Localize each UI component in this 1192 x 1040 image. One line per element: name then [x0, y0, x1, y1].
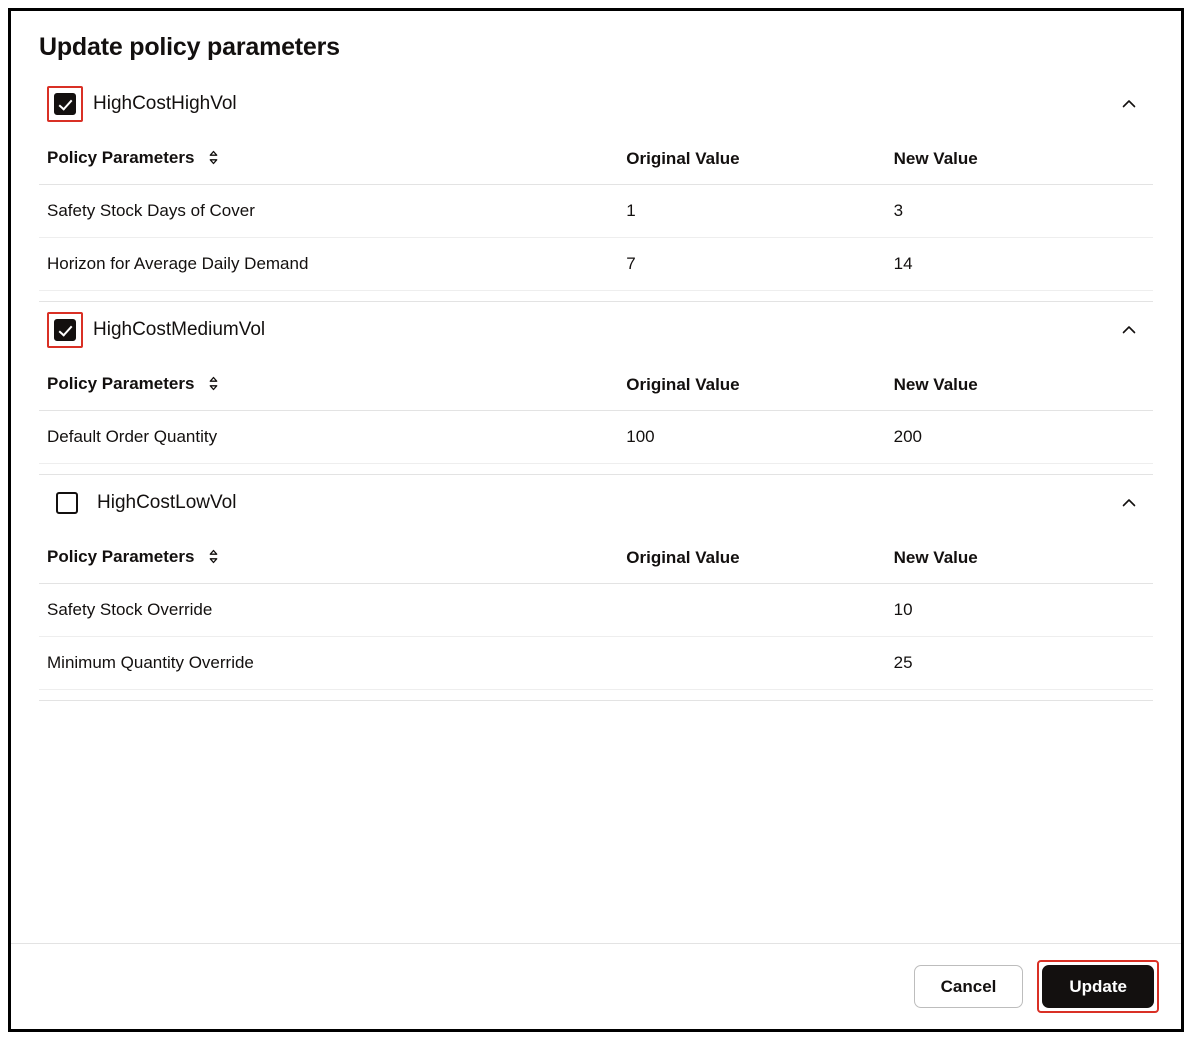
params-table [39, 362, 1153, 464]
cell-new-value: 200 [886, 411, 1153, 464]
chevron-up-icon[interactable] [1115, 489, 1143, 517]
checkbox-container [47, 483, 87, 523]
table-header-row [39, 362, 1153, 411]
cell-original-value: 100 [618, 411, 885, 464]
dialog-body [11, 76, 1181, 943]
update-button[interactable]: Update [1042, 965, 1154, 1008]
table-row [39, 584, 1153, 637]
section-label: HighCostLowVol [97, 492, 237, 513]
cell-parameter-name: Default Order Quantity [39, 411, 618, 464]
column-header-original: Original Value [618, 535, 885, 584]
column-header-parameter-label: Policy Parameters [47, 148, 195, 167]
cell-parameter-name: Horizon for Average Daily Demand [39, 238, 618, 291]
dialog-footer [11, 943, 1181, 1029]
cell-original-value [618, 637, 885, 690]
chevron-up-icon[interactable] [1115, 90, 1143, 118]
policy-section-high-cost-low-vol [39, 475, 1153, 701]
update-policy-parameters-dialog [8, 8, 1184, 1032]
column-header-parameter-label: Policy Parameters [47, 547, 195, 566]
section-header[interactable] [39, 475, 1153, 531]
cell-parameter-name: Safety Stock Override [39, 584, 618, 637]
column-header-parameter-label: Policy Parameters [47, 374, 195, 393]
params-table [39, 136, 1153, 291]
chevron-up-icon[interactable] [1115, 316, 1143, 344]
sort-icon[interactable] [207, 549, 220, 569]
policy-section-high-cost-medium-vol [39, 302, 1153, 475]
sort-icon[interactable] [207, 150, 220, 170]
section-label: HighCostMediumVol [93, 319, 266, 340]
column-header-parameter[interactable] [39, 362, 618, 411]
column-header-original: Original Value [618, 136, 885, 185]
params-table [39, 535, 1153, 690]
cell-original-value: 7 [618, 238, 885, 291]
checkbox-highlight-box [47, 86, 83, 122]
update-button-highlight-box [1037, 960, 1159, 1013]
section-checkbox-high-cost-high-vol[interactable] [54, 93, 76, 115]
column-header-parameter[interactable] [39, 535, 618, 584]
table-header-row [39, 535, 1153, 584]
column-header-new: New Value [886, 535, 1153, 584]
column-header-new: New Value [886, 362, 1153, 411]
cancel-button[interactable]: Cancel [914, 965, 1024, 1008]
column-header-parameter[interactable] [39, 136, 618, 185]
section-header[interactable] [39, 302, 1153, 358]
cell-parameter-name: Safety Stock Days of Cover [39, 185, 618, 238]
cell-new-value: 25 [886, 637, 1153, 690]
page-title: Update policy parameters [39, 33, 340, 61]
table-header-row [39, 136, 1153, 185]
table-row [39, 185, 1153, 238]
cell-parameter-name: Minimum Quantity Override [39, 637, 618, 690]
table-row [39, 637, 1153, 690]
sort-icon[interactable] [207, 376, 220, 396]
section-checkbox-high-cost-medium-vol[interactable] [54, 319, 76, 341]
section-label: HighCostHighVol [93, 93, 237, 114]
dialog-header [11, 11, 1181, 76]
table-row [39, 411, 1153, 464]
section-checkbox-high-cost-low-vol[interactable] [56, 492, 78, 514]
table-row [39, 238, 1153, 291]
section-header[interactable] [39, 76, 1153, 132]
cell-original-value [618, 584, 885, 637]
cell-new-value: 10 [886, 584, 1153, 637]
cell-new-value: 3 [886, 185, 1153, 238]
checkbox-highlight-box [47, 312, 83, 348]
cell-new-value: 14 [886, 238, 1153, 291]
column-header-new: New Value [886, 136, 1153, 185]
cell-original-value: 1 [618, 185, 885, 238]
column-header-original: Original Value [618, 362, 885, 411]
policy-section-high-cost-high-vol [39, 76, 1153, 302]
